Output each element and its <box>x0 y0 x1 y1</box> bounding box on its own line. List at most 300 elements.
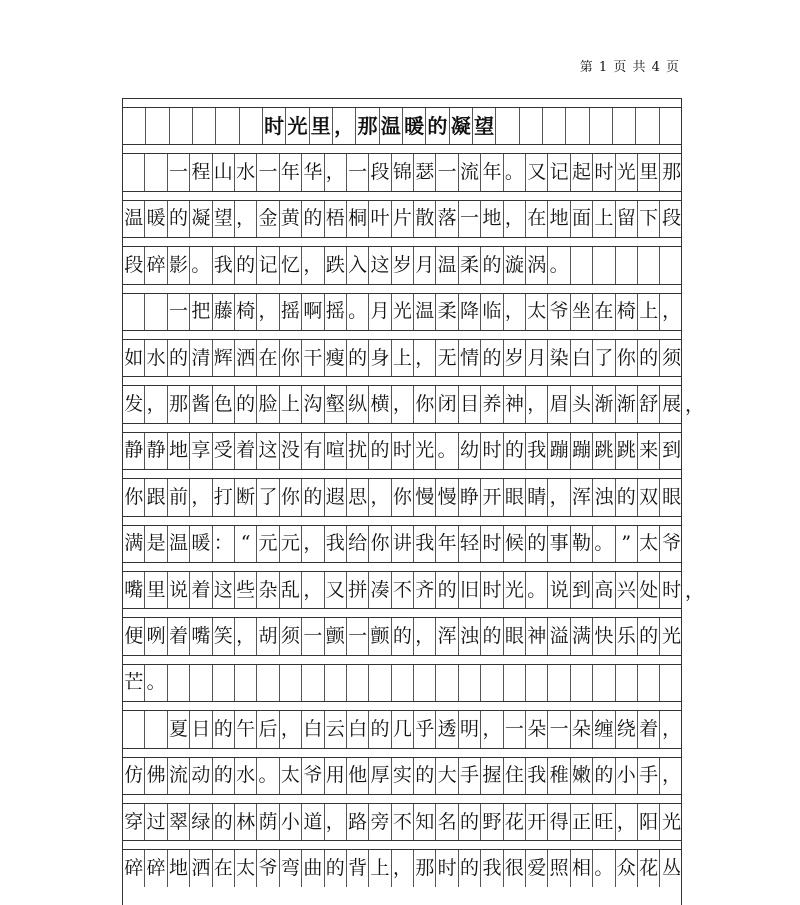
grid-cell: 白 <box>347 711 369 747</box>
grid-cell: 须 <box>280 618 302 654</box>
grid-cell: 穿 <box>123 804 145 840</box>
grid-cell: 时 <box>436 850 458 886</box>
grid-cell: 众 <box>616 850 638 886</box>
text-row <box>123 572 681 608</box>
grid-cell <box>123 711 145 747</box>
grid-cell: 色 <box>213 386 235 422</box>
grid-cell: 名 <box>436 804 458 840</box>
grid-cell: 路 <box>347 804 369 840</box>
grid-cell: 洒 <box>235 340 257 376</box>
grid-cell: 的 <box>302 201 324 237</box>
grid-cell: 用 <box>325 758 347 794</box>
manuscript-grid <box>122 98 705 905</box>
grid-cell: ， <box>392 386 414 422</box>
grid-cell: 叶 <box>369 201 391 237</box>
grid-cell: 满 <box>123 526 145 562</box>
text-row <box>123 711 681 747</box>
grid-cell: 午 <box>235 711 257 747</box>
grid-cell <box>347 665 369 701</box>
grid-cell: 目 <box>459 386 481 422</box>
grid-cell: 遐 <box>325 479 347 515</box>
grid-cell: 静 <box>145 433 167 469</box>
grid-cell: 发 <box>123 386 145 422</box>
grid-cell: ， <box>662 717 682 740</box>
grid-cell: 背 <box>347 850 369 886</box>
grid-cell: 的 <box>504 433 526 469</box>
grid-cell: 碎 <box>123 850 145 886</box>
grid-cell: 的 <box>481 618 503 654</box>
grid-cell: ， <box>548 479 570 515</box>
grid-cell: 染 <box>548 340 570 376</box>
grid-cell: 又 <box>325 572 347 608</box>
grid-cell: 颤 <box>369 618 391 654</box>
grid-cell: 我 <box>526 433 548 469</box>
grid-cell: 。 <box>593 526 615 562</box>
grid-cell: 得 <box>548 804 570 840</box>
grid-cell: 上 <box>638 294 660 330</box>
grid-cell <box>123 154 145 190</box>
text-row <box>123 154 681 190</box>
grid-cell <box>526 665 548 701</box>
grid-cell: 慢 <box>414 479 436 515</box>
grid-cell: 散 <box>414 201 436 237</box>
grid-cell: 的 <box>414 758 436 794</box>
grid-cell: 的 <box>213 711 235 747</box>
grid-cell: 的 <box>213 804 235 840</box>
grid-cell <box>240 108 263 144</box>
margin-punctuation: ， <box>685 394 705 417</box>
grid-cell: 身 <box>369 340 391 376</box>
grid-cell: 我 <box>481 850 503 886</box>
grid-cell: 梧 <box>325 201 347 237</box>
grid-cell: 兴 <box>616 572 638 608</box>
grid-cell: 临 <box>481 294 503 330</box>
grid-cell: 快 <box>593 618 615 654</box>
grid-cell: 不 <box>392 804 414 840</box>
grid-cell <box>571 665 593 701</box>
grid-cell: 扰 <box>347 433 369 469</box>
row-gap <box>123 330 681 340</box>
grid-cell: 实 <box>392 758 414 794</box>
text-row <box>123 804 681 840</box>
grid-cell: 段 <box>123 247 145 283</box>
grid-cell: 野 <box>481 804 503 840</box>
grid-cell: 佛 <box>145 758 167 794</box>
grid-cell: ， <box>481 711 503 747</box>
title-row <box>123 108 681 144</box>
grid-cell <box>369 665 391 701</box>
grid-cell <box>593 665 615 701</box>
grid-cell <box>613 108 636 144</box>
grid-cell <box>616 247 638 283</box>
grid-cell: 神 <box>504 386 526 422</box>
grid-cell: ， <box>257 294 279 330</box>
grid-cell: 我 <box>414 526 436 562</box>
grid-cell: 的 <box>347 340 369 376</box>
grid-cell: 暖 <box>403 108 426 144</box>
grid-cell: 芒 <box>123 665 145 701</box>
grid-cell: 碎 <box>145 247 167 283</box>
row-gap <box>123 98 681 108</box>
grid-cell: 着 <box>168 618 190 654</box>
grid-cell: 山 <box>213 154 235 190</box>
grid-cell: 夏 <box>168 711 190 747</box>
grid-cell: 舒 <box>638 386 660 422</box>
grid-cell: ， <box>526 386 548 422</box>
grid-cell: 前 <box>168 479 190 515</box>
text-row <box>123 294 681 330</box>
grid-cell <box>213 665 235 701</box>
grid-cell <box>660 108 683 144</box>
grid-cell: 了 <box>257 479 279 515</box>
grid-cell: 椅 <box>616 294 638 330</box>
text-row <box>123 433 681 469</box>
grid-cell: 云 <box>325 711 347 747</box>
grid-cell: 光 <box>504 572 526 608</box>
grid-cell: 的 <box>302 479 324 515</box>
grid-cell: 渐 <box>593 386 615 422</box>
grid-cell <box>392 665 414 701</box>
grid-cell: 的 <box>638 340 660 376</box>
grid-cell: 嘴 <box>123 572 145 608</box>
grid-cell: 展 <box>662 393 682 416</box>
grid-cell: 。 <box>145 665 167 701</box>
grid-cell: 光 <box>662 625 682 648</box>
grid-cell: 的 <box>392 618 414 654</box>
grid-cell: ， <box>504 294 526 330</box>
grid-cell: 时 <box>481 526 503 562</box>
grid-cell: 是 <box>145 526 167 562</box>
grid-cell: 坐 <box>571 294 593 330</box>
grid-cell: ， <box>280 711 302 747</box>
grid-cell: 受 <box>213 433 235 469</box>
grid-cell: 上 <box>593 201 615 237</box>
grid-cell: 说 <box>548 572 570 608</box>
grid-cell: 的 <box>168 340 190 376</box>
grid-cell: 落 <box>436 201 458 237</box>
grid-cell: 享 <box>190 433 212 469</box>
grid-cell: 林 <box>235 804 257 840</box>
grid-cell: 厚 <box>369 758 391 794</box>
grid-cell: 着 <box>638 711 660 747</box>
grid-cell: 年 <box>436 526 458 562</box>
grid-cell: ， <box>662 764 682 787</box>
grid-cell: 入 <box>347 247 369 283</box>
grid-cell: 候 <box>504 526 526 562</box>
grid-cell: 住 <box>504 758 526 794</box>
grid-cell: 地 <box>168 433 190 469</box>
grid-cell: 温 <box>414 294 436 330</box>
grid-cell: 干 <box>302 340 324 376</box>
grid-cell: 的 <box>526 526 548 562</box>
grid-cell <box>571 247 593 283</box>
grid-cell: 在 <box>257 340 279 376</box>
grid-cell: 光 <box>286 108 309 144</box>
grid-cell: 忆 <box>280 247 302 283</box>
grid-cell: 这 <box>213 572 235 608</box>
grid-cell: 动 <box>190 758 212 794</box>
grid-cell: 在 <box>213 850 235 886</box>
grid-cell: ， <box>414 340 436 376</box>
grid-cell: 藤 <box>213 294 235 330</box>
grid-cell: 程 <box>190 154 212 190</box>
grid-cell <box>145 154 167 190</box>
grid-cell: 情 <box>459 340 481 376</box>
grid-cell: ， <box>235 618 257 654</box>
grid-cell: 时 <box>481 572 503 608</box>
grid-cell: 乱 <box>280 572 302 608</box>
grid-cell: 记 <box>257 247 279 283</box>
grid-cell: ， <box>302 572 324 608</box>
grid-cell: 朵 <box>526 711 548 747</box>
grid-cell: ： <box>213 526 235 562</box>
grid-cell <box>436 665 458 701</box>
grid-cell: 的 <box>235 247 257 283</box>
grid-cell: 双 <box>638 479 660 515</box>
grid-cell: 。 <box>504 154 526 190</box>
grid-cell: 一 <box>459 201 481 237</box>
grid-cell: 断 <box>235 479 257 515</box>
grid-cell: 睁 <box>459 479 481 515</box>
grid-cell <box>548 665 570 701</box>
grid-cell: 桐 <box>347 201 369 237</box>
grid-cell: ， <box>302 247 324 283</box>
grid-cell: 的 <box>426 108 449 144</box>
grid-cell: 时 <box>662 578 682 601</box>
grid-cell: 说 <box>168 572 190 608</box>
grid-cell: 流 <box>459 154 481 190</box>
row-gap <box>123 423 681 433</box>
grid-cell: 浊 <box>593 479 615 515</box>
grid-cell: 朵 <box>571 711 593 747</box>
grid-cell: 水 <box>235 154 257 190</box>
grid-cell: 漩 <box>504 247 526 283</box>
row-gap <box>123 748 681 758</box>
grid-cell: 的 <box>638 618 660 654</box>
grid-cell: 花 <box>638 850 660 886</box>
grid-cell: 绕 <box>616 711 638 747</box>
grid-cell: 花 <box>504 804 526 840</box>
grid-cell <box>257 665 279 701</box>
row-gap <box>123 284 681 294</box>
grid-cell: 降 <box>459 294 481 330</box>
grid-cell: 的 <box>459 850 481 886</box>
grid-cell: 讲 <box>392 526 414 562</box>
grid-cell: ， <box>662 300 682 323</box>
grid-cell: 幼 <box>459 433 481 469</box>
row-gap <box>123 608 681 618</box>
grid-cell: 正 <box>571 804 593 840</box>
grid-cell: 缠 <box>593 711 615 747</box>
grid-cell <box>123 294 145 330</box>
grid-cell: 高 <box>593 572 615 608</box>
grid-cell: 面 <box>571 201 593 237</box>
grid-cell: 地 <box>548 201 570 237</box>
grid-cell: 太 <box>638 526 660 562</box>
grid-cell: 涡 <box>526 247 548 283</box>
grid-cell: 眼 <box>504 618 526 654</box>
grid-cell: 横 <box>369 386 391 422</box>
grid-cell <box>123 108 146 144</box>
grid-cell: 跳 <box>616 433 638 469</box>
grid-cell: 照 <box>548 850 570 886</box>
grid-cell: 一 <box>257 154 279 190</box>
grid-cell: 又 <box>526 154 548 190</box>
grid-cell: 到 <box>571 572 593 608</box>
grid-cell <box>170 108 193 144</box>
grid-cell: 水 <box>145 340 167 376</box>
grid-cell: 柔 <box>459 247 481 283</box>
grid-cell: ， <box>190 479 212 515</box>
grid-cell: 那 <box>662 161 682 184</box>
text-row <box>123 340 681 376</box>
grid-cell: 齐 <box>414 572 436 608</box>
grid-cell: 时 <box>593 154 615 190</box>
grid-cell: 荫 <box>257 804 279 840</box>
grid-cell: 跳 <box>593 433 615 469</box>
grid-cell: ， <box>333 108 356 144</box>
grid-cell: 光 <box>392 294 414 330</box>
grid-cell: 一 <box>436 154 458 190</box>
grid-cell: 上 <box>369 850 391 886</box>
grid-cell: 嘴 <box>190 618 212 654</box>
grid-cell: 年 <box>280 154 302 190</box>
grid-cell: 锦 <box>392 154 414 190</box>
grid-cell: 来 <box>638 433 660 469</box>
grid-cell: 日 <box>190 711 212 747</box>
grid-cell: 有 <box>302 433 324 469</box>
grid-cell: ” <box>616 526 638 562</box>
grid-cell: 在 <box>593 294 615 330</box>
grid-cell: 华 <box>302 154 324 190</box>
grid-cell: 喧 <box>325 433 347 469</box>
grid-cell: 壑 <box>325 386 347 422</box>
grid-cell: 望 <box>473 108 496 144</box>
grid-cell: 你 <box>392 479 414 515</box>
grid-cell: 暖 <box>145 201 167 237</box>
grid-cell: 事 <box>548 526 570 562</box>
grid-cell: 道 <box>302 804 324 840</box>
grid-cell <box>616 665 638 701</box>
grid-cell: 须 <box>662 346 682 369</box>
grid-cell: 那 <box>168 386 190 422</box>
page-number-label: 第 1 页 共 4 页 <box>579 60 680 75</box>
grid-cell: 眼 <box>662 485 682 508</box>
grid-cell: 。 <box>347 294 369 330</box>
grid-cell: 太 <box>280 758 302 794</box>
grid-cell: 睛 <box>526 479 548 515</box>
grid-cell: 辉 <box>213 340 235 376</box>
grid-cell: 的 <box>213 758 235 794</box>
text-row <box>123 665 681 701</box>
grid-cell: 过 <box>145 804 167 840</box>
grid-cell: 养 <box>481 386 503 422</box>
grid-cell <box>593 247 615 283</box>
grid-cell: 开 <box>526 804 548 840</box>
grid-cell: 蹦 <box>571 433 593 469</box>
grid-cell: 你 <box>280 479 302 515</box>
grid-cell: 着 <box>190 572 212 608</box>
grid-cell: 些 <box>235 572 257 608</box>
grid-cell: 白 <box>571 340 593 376</box>
grid-cell: 跌 <box>325 247 347 283</box>
grid-cell <box>145 711 167 747</box>
grid-cell: 轻 <box>459 526 481 562</box>
grid-cell: 阳 <box>638 804 660 840</box>
grid-cell: 知 <box>414 804 436 840</box>
grid-cell: 的 <box>436 572 458 608</box>
grid-cell: 光 <box>616 154 638 190</box>
grid-cell: 便 <box>123 618 145 654</box>
grid-cell: 时 <box>392 433 414 469</box>
grid-cell: 眉 <box>548 386 570 422</box>
grid-cell <box>660 665 682 701</box>
grid-cell: “ <box>235 526 257 562</box>
grid-cell: 。 <box>257 758 279 794</box>
grid-cell <box>496 108 519 144</box>
grid-cell: 一 <box>168 154 190 190</box>
grid-cell: 段 <box>662 207 682 230</box>
grid-cell: 里 <box>310 108 333 144</box>
row-gap <box>123 469 681 479</box>
grid-cell <box>146 108 169 144</box>
grid-cell: 浑 <box>436 618 458 654</box>
grid-cell: 太 <box>235 850 257 886</box>
grid-cell <box>193 108 216 144</box>
grid-cell: 咧 <box>145 618 167 654</box>
grid-cell: 上 <box>392 340 414 376</box>
grid-cell: 笑 <box>213 618 235 654</box>
grid-cell: 小 <box>280 804 302 840</box>
grid-cell: 元 <box>257 526 279 562</box>
grid-cell: 旧 <box>459 572 481 608</box>
grid-cell: 凑 <box>369 572 391 608</box>
text-row <box>123 247 681 283</box>
grid-cell: 开 <box>481 479 503 515</box>
grid-cell: 弯 <box>280 850 302 886</box>
grid-cell <box>660 247 682 283</box>
grid-cell: 里 <box>145 572 167 608</box>
grid-cell: 光 <box>414 433 436 469</box>
grid-cell <box>590 108 613 144</box>
grid-cell: 瑟 <box>414 154 436 190</box>
grid-cell: 蹦 <box>548 433 570 469</box>
text-row <box>123 479 681 515</box>
grid-cell: 慢 <box>436 479 458 515</box>
grid-cell: ， <box>325 154 347 190</box>
grid-cell: 思 <box>347 479 369 515</box>
grid-cell: 望 <box>213 201 235 237</box>
grid-cell: 溢 <box>548 618 570 654</box>
grid-cell: 颤 <box>325 618 347 654</box>
grid-cell: 爱 <box>526 850 548 886</box>
grid-cell: 温 <box>123 201 145 237</box>
grid-cell: 爷 <box>302 758 324 794</box>
grid-cell: 时 <box>481 433 503 469</box>
row-gap <box>123 655 681 665</box>
grid-cell: 纵 <box>347 386 369 422</box>
grid-cell: 摇 <box>325 294 347 330</box>
grid-cell: 的 <box>459 804 481 840</box>
grid-cell: 柔 <box>436 294 458 330</box>
grid-cell: 一 <box>168 294 190 330</box>
grid-cell <box>481 665 503 701</box>
text-row <box>123 201 681 237</box>
grid-cell: 跟 <box>145 479 167 515</box>
grid-cell: 几 <box>392 711 414 747</box>
grid-cell: 明 <box>459 711 481 747</box>
grid-cell: 金 <box>257 201 279 237</box>
